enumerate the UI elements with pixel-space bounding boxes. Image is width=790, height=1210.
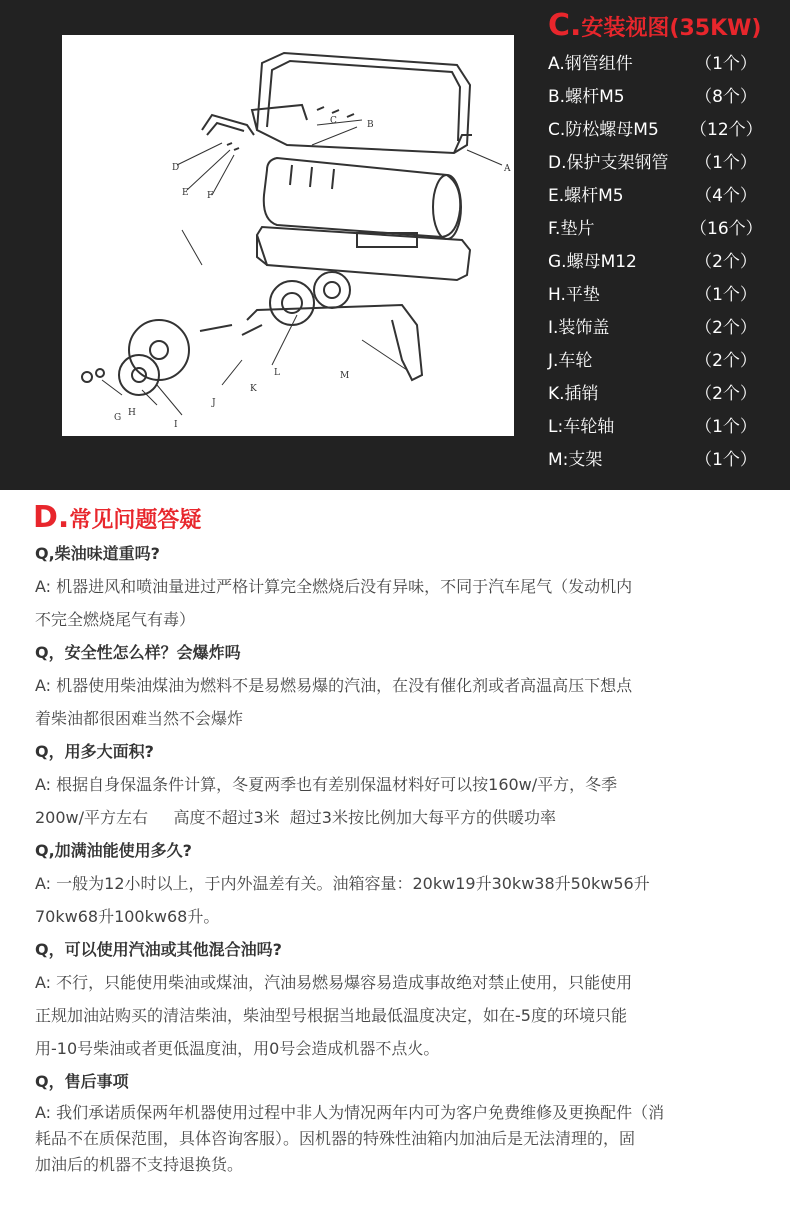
part-name: C.防松螺母M5 [548,120,659,140]
faq-answer [35,1098,760,1178]
diagram-label: D [172,163,180,173]
part-name: F.垫片 [548,219,595,239]
section-c-title [548,8,761,44]
part-row [548,114,778,147]
section-d-text: 常见问题答疑 [69,508,202,533]
part-row [548,312,778,345]
diagram-label: H [128,408,136,418]
faq-answer-line: 耗品不在质保范围，具体咨询客服）。因机器的特殊性油箱内加油后是无法清理的，固 [35,1129,636,1148]
section-c-panel [0,0,790,490]
diagram-label: K [250,384,257,394]
part-row [548,81,778,114]
part-row [548,48,778,81]
part-name: E.螺杆M5 [548,186,624,206]
part-qty: （1个） [695,285,757,305]
diagram-label: A [504,164,511,174]
section-d-title [33,500,201,536]
part-qty: （4个） [695,186,757,206]
faq-answer-line: 正规加油站购买的清洁柴油，柴油型号根据当地最低温度决定，如在-5度的环境只能 [35,1006,627,1025]
faq-answer-line: A: 根据自身保温条件计算，冬夏两季也有差别保温材料好可以按160w/平方，冬季 [35,775,618,794]
part-row [548,411,778,444]
exploded-view-drawing [62,35,514,436]
faq-list [35,537,760,1178]
faq-answer-line: 70kw68升100kw68升。 [35,907,220,926]
part-row [548,279,778,312]
part-name: J.车轮 [548,351,593,371]
section-c-text: 安装视图(35KW) [581,16,762,41]
part-qty: （1个） [695,54,757,74]
part-name: B.螺杆M5 [548,87,625,107]
diagram-label: J [212,398,216,408]
part-row [548,444,778,477]
part-row [548,147,778,180]
part-qty: （8个） [695,87,757,107]
part-row [548,213,778,246]
section-d-letter: D. [33,500,70,535]
faq-answer-line: 200w/平方左右 高度不超过3米 超过3米按比例加大每平方的供暖功率 [35,808,556,827]
part-qty: （2个） [695,384,757,404]
faq-question: Q,加满油能使用多久? [35,841,192,860]
part-qty: （2个） [695,318,757,338]
diagram-label: F [207,191,214,201]
part-name: K.插销 [548,384,599,404]
diagram-label: E [182,188,189,198]
part-row [548,180,778,213]
part-qty: （2个） [695,351,757,371]
diagram-label: L [274,368,280,378]
parts-list [548,48,778,477]
part-qty: （2个） [695,252,757,272]
part-name: M:支架 [548,450,603,470]
faq-answer [35,768,760,834]
faq-answer-line: A: 我们承诺质保两年机器使用过程中非人为情况两年内可为客户免费维修及更换配件（消 [35,1103,665,1122]
part-name: G.螺母M12 [548,252,637,272]
installation-diagram [62,35,514,436]
part-name: L:车轮轴 [548,417,615,437]
part-qty: （12个） [690,120,763,140]
diagram-label: G [114,413,122,423]
faq-answer-line: 着柴油都很困难当然不会爆炸 [35,709,244,728]
part-qty: （1个） [695,417,757,437]
part-name: D.保护支架钢管 [548,153,669,173]
faq-answer [35,570,760,636]
part-name: H.平垫 [548,285,600,305]
part-row [548,246,778,279]
part-row [548,378,778,411]
faq-answer [35,669,760,735]
faq-question: Q，可以使用汽油或其他混合油吗? [35,940,282,959]
section-c-letter: C. [548,8,582,43]
faq-answer-line: A: 机器使用柴油煤油为燃料不是易燃易爆的汽油，在没有催化剂或者高温高压下想点 [35,676,633,695]
faq-answer-line: 不完全燃烧尾气有毒） [35,610,196,629]
part-name: I.装饰盖 [548,318,610,338]
part-qty: （16个） [690,219,763,239]
diagram-label: B [367,120,374,130]
faq-question: Q，售后事项 [35,1072,129,1091]
faq-answer-line: A: 一般为12小时以上，于内外温差有关。油箱容量：20kw19升30kw38升50kw56升 [35,874,650,893]
faq-question: Q，用多大面积? [35,742,154,761]
diagram-label: M [340,371,350,381]
part-name: A.钢管组件 [548,54,633,74]
diagram-label: C [330,116,337,126]
part-qty: （1个） [695,153,757,173]
faq-answer-line: A: 机器进风和喷油量进过严格计算完全燃烧后没有异味，不同于汽车尾气（发动机内 [35,577,633,596]
faq-answer-line: 用-10号柴油或者更低温度油，用0号会造成机器不点火。 [35,1039,440,1058]
faq-question: Q，安全性怎么样？会爆炸吗 [35,643,241,662]
faq-answer [35,867,760,933]
faq-question: Q,柴油味道重吗? [35,544,160,563]
faq-answer [35,966,760,1065]
faq-answer-line: 加油后的机器不支持退换货。 [35,1155,244,1174]
diagram-label: I [174,420,178,430]
faq-answer-line: A: 不行，只能使用柴油或煤油，汽油易燃易爆容易造成事故绝对禁止使用，只能使用 [35,973,633,992]
part-row [548,345,778,378]
part-qty: （1个） [695,450,757,470]
